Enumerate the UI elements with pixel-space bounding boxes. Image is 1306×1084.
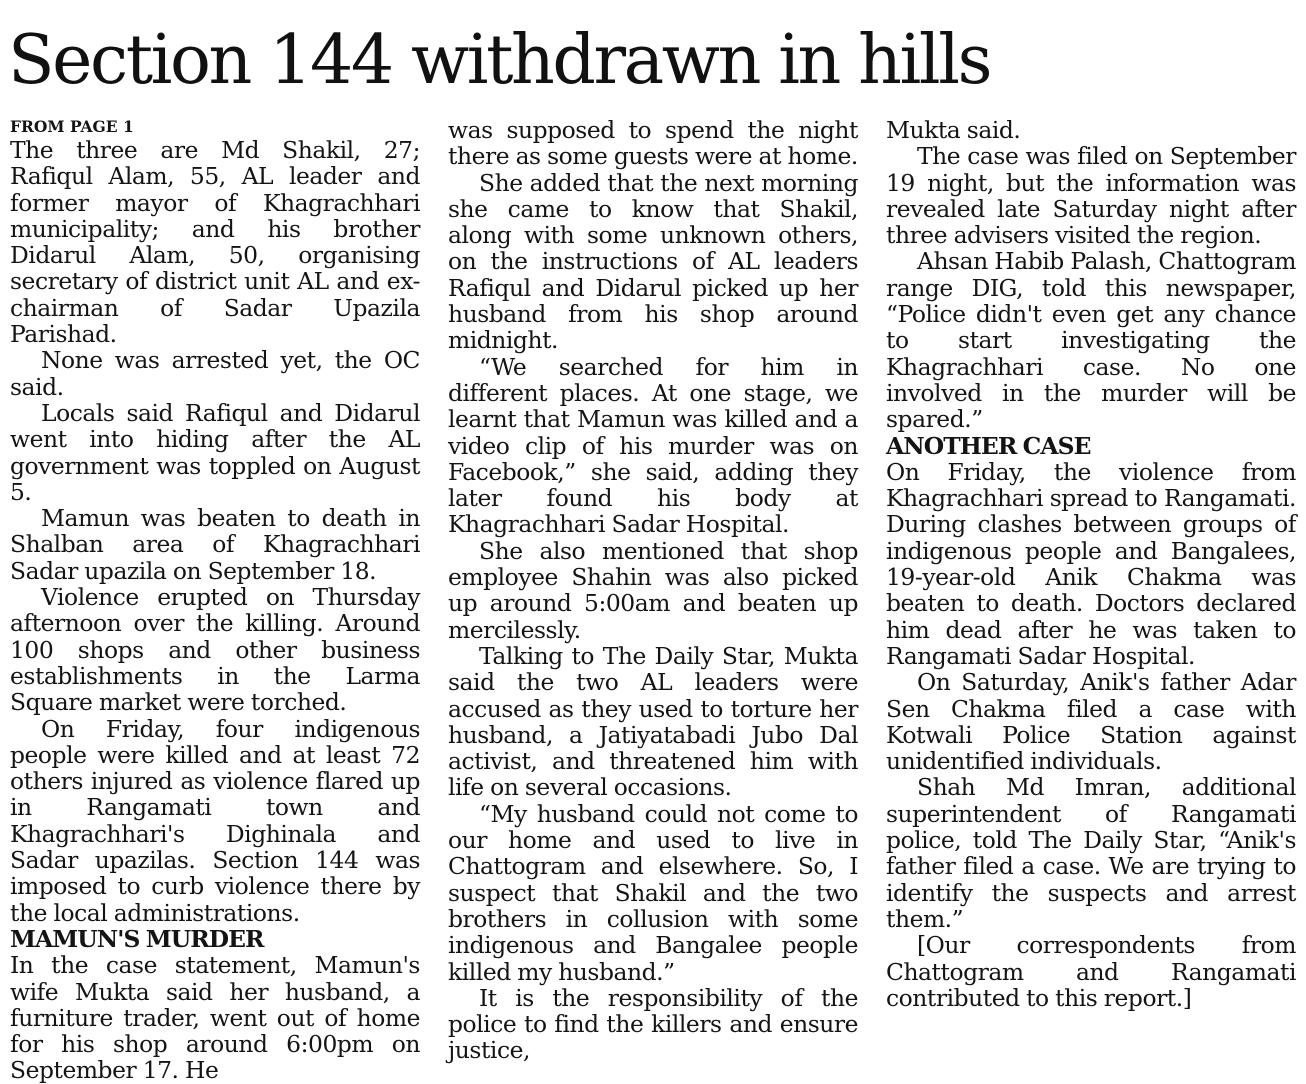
article-paragraph: The three are Md Shakil, 27; Rafiqul Alam, 55, AL leader and former mayor of Khagrachhari municipality; and his brother Didarul Alam, 50, organising secretary of district unit AL and ex-chairman of Sadar Upazila Parishad. xyxy=(10,136,420,349)
jump-label: FROM PAGE 1 xyxy=(10,117,134,136)
article-paragraph: Violence erupted on Thursday afternoon over the killing. Around 100 shops and other business establishments in the Larma Square market were torched. xyxy=(10,583,420,717)
article-paragraph: On Friday, the violence from Khagrachhari spread to Rangamati. During clashes between groups of indigenous people and Bangalees, 19-year-old Anik Chakma was beaten to death. Doctors declared him dead after he was taken to Rangamati Sadar Hospital. xyxy=(886,457,1296,670)
article-paragraph: In the case statement, Mamun's wife Mukta said her husband, a furniture trader, went out of home for his shop around 6:00pm on September 17. He xyxy=(10,951,420,1084)
article-column-1 xyxy=(10,117,420,1084)
article-paragraph: It is the responsibility of the police to find the killers and ensure justice, xyxy=(448,983,858,1065)
article-paragraph: “We searched for him in different places. At one stage, we learnt that Mamun was killed and a video clip of his murder was on Facebook,” she said, adding they later found his body at Khagrachhari Sadar Hospital. xyxy=(448,352,858,539)
article-paragraph: On Friday, four indigenous people were killed and at least 72 others injured as violence flared up in Rangamati town and Khagrachhari's Dighinala and Sadar upazilas. Section 144 was imposed to curb violence there by the local administrations. xyxy=(10,714,420,927)
article-paragraph: The case was filed on September 19 night, but the information was revealed late Saturday night after three advisers visited the region. xyxy=(886,142,1296,250)
subhead-mamuns-murder: MAMUN'S MURDER xyxy=(10,924,264,953)
article-paragraph: On Saturday, Anik's father Adar Sen Chakma filed a case with Kotwali Police Station against unidentified individuals. xyxy=(886,668,1296,776)
article-paragraph: Ahsan Habib Palash, Chattogram range DIG, told this newspaper, “Police didn't even get any chance to start investigating the Khagrachhari case. No one involved in the murder will be spared.” xyxy=(886,247,1296,434)
article-paragraph: Mamun was beaten to death in Shalban area of Khagrachhari Sadar upazila on September 18. xyxy=(10,504,420,585)
article-continuation: Mukta said. xyxy=(886,116,1021,144)
article-continuation: was supposed to spend the night there as some guests were at home. xyxy=(448,116,858,171)
headline: Section 144 withdrawn in hills xyxy=(8,21,991,100)
article-paragraph: None was arrested yet, the OC said. xyxy=(10,346,420,401)
article-paragraph: “My husband could not come to our home and used to live in Chattogram and elsewhere. So, I suspect that Shakil and the two brothers in collusion with some indigenous and Bangalee people killed my husband.” xyxy=(448,799,858,986)
article-paragraph: [Our correspondents from Chattogram and Rangamati contributed to this report.] xyxy=(886,931,1296,1012)
subhead-another-case: ANOTHER CASE xyxy=(886,431,1091,460)
article-column-3 xyxy=(886,117,1296,1011)
article-paragraph: Talking to The Daily Star, Mukta said the two AL leaders were accused as they used to torture her husband, a Jatiyatabadi Jubo Dal activist, and threatened him with life on several occasions. xyxy=(448,641,858,802)
article-paragraph: Locals said Rafiqul and Didarul went into hiding after the AL government was toppled on August 5. xyxy=(10,398,420,506)
article-paragraph: She also mentioned that shop employee Shahin was also picked up around 5:00am and beaten up mercilessly. xyxy=(448,536,858,644)
article-paragraph: Shah Md Imran, additional superintendent of Rangamati police, told The Daily Star, “Anik's father filed a case. We are trying to identify the suspects and arrest them.” xyxy=(886,773,1296,933)
article-column-2 xyxy=(448,117,858,1064)
article-paragraph: She added that the next morning she came to know that Shakil, along with some unknown others, on the instructions of AL leaders Rafiqul and Didarul picked up her husband from his shop around midnight. xyxy=(448,168,858,355)
